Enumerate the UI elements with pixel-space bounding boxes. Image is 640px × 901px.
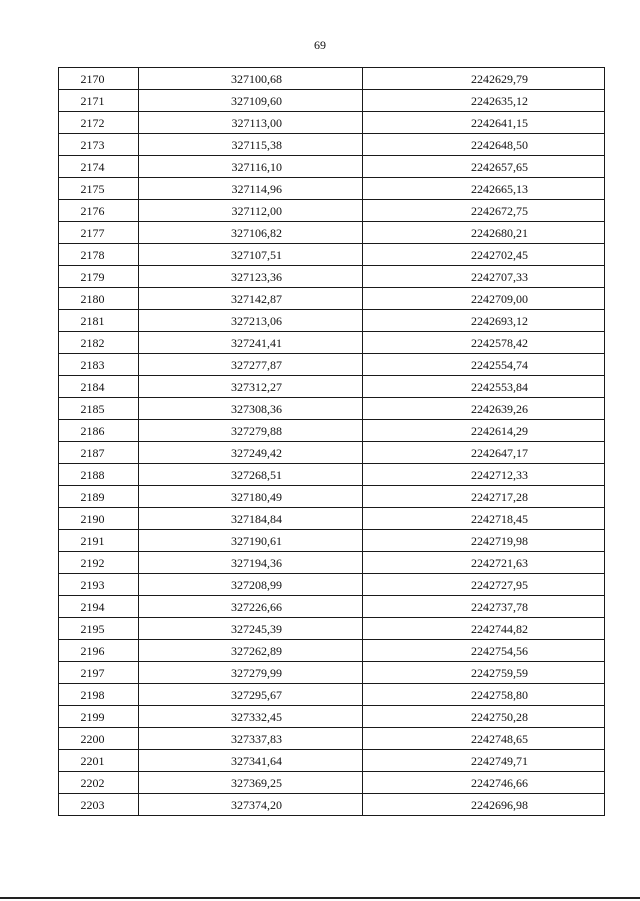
point-number-cell: 2191 [59, 530, 139, 552]
x-coordinate-cell: 327279,88 [139, 420, 363, 442]
x-coordinate-cell: 327208,99 [139, 574, 363, 596]
point-number-cell: 2178 [59, 244, 139, 266]
y-coordinate-cell: 2242553,84 [363, 376, 605, 398]
y-coordinate-cell: 2242727,95 [363, 574, 605, 596]
y-coordinate-cell: 2242719,98 [363, 530, 605, 552]
table-row [59, 772, 605, 794]
table-row [59, 376, 605, 398]
point-number-cell: 2189 [59, 486, 139, 508]
table-row [59, 728, 605, 750]
x-coordinate-cell: 327262,89 [139, 640, 363, 662]
y-coordinate-cell: 2242712,33 [363, 464, 605, 486]
x-coordinate-cell: 327226,66 [139, 596, 363, 618]
y-coordinate-cell: 2242635,12 [363, 90, 605, 112]
table-row [59, 134, 605, 156]
coordinates-table-body [59, 68, 605, 816]
x-coordinate-cell: 327277,87 [139, 354, 363, 376]
bottom-rule [0, 897, 640, 899]
x-coordinate-cell: 327369,25 [139, 772, 363, 794]
x-coordinate-cell: 327249,42 [139, 442, 363, 464]
point-number-cell: 2181 [59, 310, 139, 332]
x-coordinate-cell: 327190,61 [139, 530, 363, 552]
table-row [59, 464, 605, 486]
point-number-cell: 2183 [59, 354, 139, 376]
point-number-cell: 2184 [59, 376, 139, 398]
x-coordinate-cell: 327109,60 [139, 90, 363, 112]
x-coordinate-cell: 327213,06 [139, 310, 363, 332]
y-coordinate-cell: 2242758,80 [363, 684, 605, 706]
x-coordinate-cell: 327112,00 [139, 200, 363, 222]
y-coordinate-cell: 2242657,65 [363, 156, 605, 178]
table-row [59, 508, 605, 530]
y-coordinate-cell: 2242721,63 [363, 552, 605, 574]
x-coordinate-cell: 327113,00 [139, 112, 363, 134]
point-number-cell: 2199 [59, 706, 139, 728]
point-number-cell: 2185 [59, 398, 139, 420]
point-number-cell: 2174 [59, 156, 139, 178]
x-coordinate-cell: 327184,84 [139, 508, 363, 530]
y-coordinate-cell: 2242629,79 [363, 68, 605, 90]
x-coordinate-cell: 327107,51 [139, 244, 363, 266]
point-number-cell: 2200 [59, 728, 139, 750]
y-coordinate-cell: 2242578,42 [363, 332, 605, 354]
point-number-cell: 2203 [59, 794, 139, 816]
table-row [59, 662, 605, 684]
point-number-cell: 2190 [59, 508, 139, 530]
point-number-cell: 2186 [59, 420, 139, 442]
table-row [59, 530, 605, 552]
y-coordinate-cell: 2242718,45 [363, 508, 605, 530]
table-row [59, 112, 605, 134]
x-coordinate-cell: 327241,41 [139, 332, 363, 354]
x-coordinate-cell: 327114,96 [139, 178, 363, 200]
table-row [59, 68, 605, 90]
table-row [59, 398, 605, 420]
table-row [59, 156, 605, 178]
x-coordinate-cell: 327100,68 [139, 68, 363, 90]
point-number-cell: 2201 [59, 750, 139, 772]
table-row [59, 178, 605, 200]
point-number-cell: 2179 [59, 266, 139, 288]
point-number-cell: 2182 [59, 332, 139, 354]
x-coordinate-cell: 327332,45 [139, 706, 363, 728]
point-number-cell: 2177 [59, 222, 139, 244]
point-number-cell: 2198 [59, 684, 139, 706]
y-coordinate-cell: 2242648,50 [363, 134, 605, 156]
x-coordinate-cell: 327341,64 [139, 750, 363, 772]
table-row [59, 90, 605, 112]
x-coordinate-cell: 327279,99 [139, 662, 363, 684]
point-number-cell: 2180 [59, 288, 139, 310]
x-coordinate-cell: 327116,10 [139, 156, 363, 178]
point-number-cell: 2192 [59, 552, 139, 574]
table-row [59, 596, 605, 618]
x-coordinate-cell: 327106,82 [139, 222, 363, 244]
y-coordinate-cell: 2242693,12 [363, 310, 605, 332]
y-coordinate-cell: 2242707,33 [363, 266, 605, 288]
table-row [59, 574, 605, 596]
y-coordinate-cell: 2242639,26 [363, 398, 605, 420]
table-row [59, 354, 605, 376]
y-coordinate-cell: 2242680,21 [363, 222, 605, 244]
table-row [59, 310, 605, 332]
point-number-cell: 2175 [59, 178, 139, 200]
table-row [59, 794, 605, 816]
y-coordinate-cell: 2242672,75 [363, 200, 605, 222]
y-coordinate-cell: 2242746,66 [363, 772, 605, 794]
x-coordinate-cell: 327374,20 [139, 794, 363, 816]
x-coordinate-cell: 327123,36 [139, 266, 363, 288]
x-coordinate-cell: 327268,51 [139, 464, 363, 486]
point-number-cell: 2197 [59, 662, 139, 684]
y-coordinate-cell: 2242717,28 [363, 486, 605, 508]
y-coordinate-cell: 2242554,74 [363, 354, 605, 376]
table-row [59, 552, 605, 574]
table-row [59, 486, 605, 508]
point-number-cell: 2195 [59, 618, 139, 640]
table-row [59, 618, 605, 640]
point-number-cell: 2173 [59, 134, 139, 156]
table-row [59, 684, 605, 706]
table-row [59, 706, 605, 728]
x-coordinate-cell: 327142,87 [139, 288, 363, 310]
x-coordinate-cell: 327295,67 [139, 684, 363, 706]
y-coordinate-cell: 2242614,29 [363, 420, 605, 442]
point-number-cell: 2171 [59, 90, 139, 112]
y-coordinate-cell: 2242709,00 [363, 288, 605, 310]
y-coordinate-cell: 2242744,82 [363, 618, 605, 640]
table-row [59, 288, 605, 310]
table-row [59, 640, 605, 662]
table-row [59, 200, 605, 222]
point-number-cell: 2196 [59, 640, 139, 662]
point-number-cell: 2194 [59, 596, 139, 618]
y-coordinate-cell: 2242647,17 [363, 442, 605, 464]
y-coordinate-cell: 2242759,59 [363, 662, 605, 684]
point-number-cell: 2193 [59, 574, 139, 596]
point-number-cell: 2202 [59, 772, 139, 794]
x-coordinate-cell: 327312,27 [139, 376, 363, 398]
y-coordinate-cell: 2242749,71 [363, 750, 605, 772]
point-number-cell: 2170 [59, 68, 139, 90]
point-number-cell: 2176 [59, 200, 139, 222]
page-number: 69 [314, 38, 326, 52]
table-row [59, 332, 605, 354]
point-number-cell: 2188 [59, 464, 139, 486]
point-number-cell: 2187 [59, 442, 139, 464]
x-coordinate-cell: 327115,38 [139, 134, 363, 156]
table-row [59, 750, 605, 772]
y-coordinate-cell: 2242737,78 [363, 596, 605, 618]
coordinates-table [58, 67, 605, 816]
y-coordinate-cell: 2242641,15 [363, 112, 605, 134]
table-row [59, 442, 605, 464]
y-coordinate-cell: 2242696,98 [363, 794, 605, 816]
x-coordinate-cell: 327194,36 [139, 552, 363, 574]
table-row [59, 244, 605, 266]
y-coordinate-cell: 2242665,13 [363, 178, 605, 200]
table-row [59, 222, 605, 244]
x-coordinate-cell: 327245,39 [139, 618, 363, 640]
x-coordinate-cell: 327308,36 [139, 398, 363, 420]
x-coordinate-cell: 327337,83 [139, 728, 363, 750]
y-coordinate-cell: 2242702,45 [363, 244, 605, 266]
point-number-cell: 2172 [59, 112, 139, 134]
table-row [59, 420, 605, 442]
y-coordinate-cell: 2242748,65 [363, 728, 605, 750]
y-coordinate-cell: 2242750,28 [363, 706, 605, 728]
x-coordinate-cell: 327180,49 [139, 486, 363, 508]
table-row [59, 266, 605, 288]
y-coordinate-cell: 2242754,56 [363, 640, 605, 662]
